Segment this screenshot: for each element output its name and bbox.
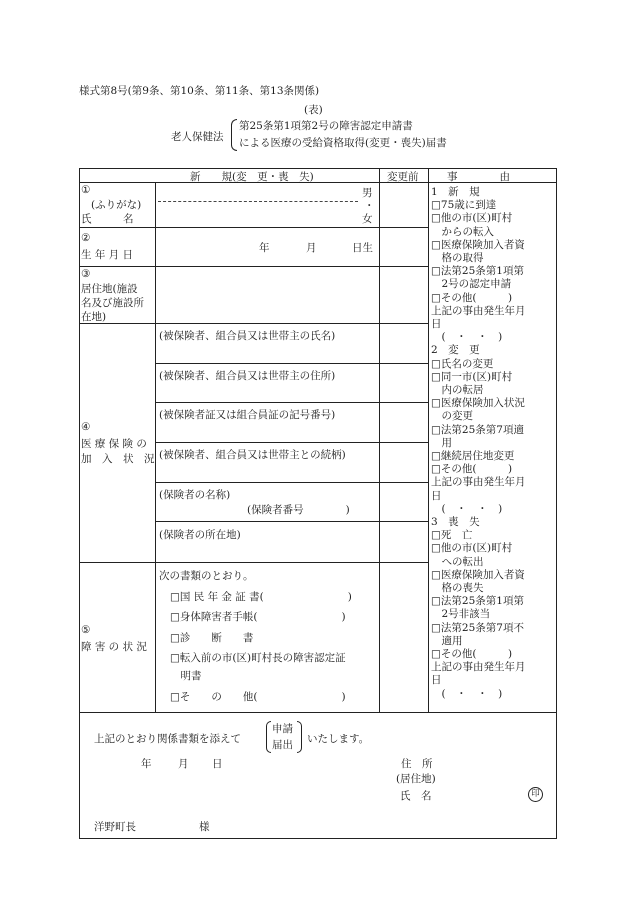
footer-rule [79, 712, 557, 713]
col-divider-before [379, 168, 380, 712]
col-divider-reason [428, 168, 429, 712]
date-month: 月 [178, 758, 189, 770]
option-notify: 届出 [272, 739, 293, 751]
reason-line: □その他( ) [431, 648, 513, 660]
reason-line: 格の喪失 [431, 582, 484, 594]
disability-number: ⑤ [81, 624, 91, 636]
reason-line: 内の転居 [431, 384, 484, 396]
row-rule [79, 323, 429, 324]
side-label: (表) [304, 104, 323, 116]
row-rule [79, 227, 429, 228]
applicant-address-label: 住 所 [401, 758, 433, 770]
address-number: ③ [81, 268, 91, 280]
birth-day: 日生 [352, 242, 373, 254]
reason-line: ( ・ ・ ) [431, 502, 503, 515]
form-number: 様式第8号(第9条、第10条、第11条、第13条関係) [79, 85, 320, 97]
header-before: 変更前 [387, 171, 419, 183]
sex-dot: ・ [364, 200, 375, 212]
disability-intro: 次の書類のとおり。 [159, 570, 254, 582]
header-new: 新 規(変 更・喪 失) [190, 171, 314, 183]
name-label: 氏 名 [81, 213, 134, 225]
addressee: 洋野町長 [94, 821, 136, 833]
insurance-line-2: 加 入 状 況 [81, 453, 155, 465]
statement-post: いたします。 [307, 733, 370, 745]
date-day: 日 [212, 758, 223, 770]
furigana-divider [158, 201, 358, 202]
disability-item: □診 断 書 [170, 632, 254, 644]
reason-line: 上記の事由発生年月 [431, 476, 526, 489]
birth-month: 月 [306, 242, 317, 254]
reason-line: 日 [431, 318, 442, 330]
header-reason: 事 由 [447, 171, 510, 183]
applicant-residence-label: (居住地) [396, 773, 436, 785]
reason-line: 2号非該当 [431, 608, 491, 621]
relationship-field: (被保険者、組合員又は世帯主との続柄) [159, 449, 346, 461]
reason-line: □氏名の変更 [431, 357, 494, 370]
reason-line: からの転入 [431, 225, 494, 238]
name-number: ① [81, 184, 91, 196]
law-name: 老人保健法 [171, 131, 224, 143]
birth-label: 生 年 月 日 [81, 249, 134, 261]
addressee-honorific: 様 [199, 821, 210, 833]
address-line-3: 在地) [81, 311, 107, 323]
reason-line: □法第25条第1項第 [431, 265, 524, 278]
insurance-line-1: 医 療 保 険 の [81, 438, 147, 450]
card-number-field: (被保険者証又は組合員証の記号番号) [159, 409, 336, 421]
insurer-number-field: (保険者番号 ) [247, 504, 350, 516]
title-brace [231, 119, 237, 151]
disability-item: □国 民 年 金 証 書( ) [170, 591, 352, 603]
reason-line: 日 [431, 489, 442, 502]
row-rule [79, 562, 429, 563]
disability-item: □そ の 他( ) [170, 691, 346, 703]
reason-line: □他の市(区)町村 [431, 542, 513, 555]
row-rule [155, 402, 429, 403]
option-brace-right [297, 721, 302, 753]
insured-address-field: (被保険者、組合員又は世帯主の住所) [159, 370, 336, 382]
insurer-name-field: (保険者の名称) [159, 489, 231, 501]
insurer-location-field: (保険者の所在地) [159, 529, 241, 541]
reason-line: □法第25条第7項適 [431, 423, 524, 436]
date-year: 年 [141, 758, 152, 770]
reason-line: 格の取得 [431, 252, 484, 264]
furigana-label: (ふりがな) [91, 199, 142, 211]
disability-item: 明書 [170, 670, 202, 682]
reason-line: □医療保険加入状況 [431, 397, 525, 410]
reason-line: 2号の認定申請 [431, 278, 512, 291]
reason-line: □医療保険加入者資 [431, 568, 525, 581]
reason-line: □医療保険加入者資 [431, 238, 525, 251]
reason-line: □継続居住地変更 [431, 450, 515, 462]
reason-line: □同一市(区)町村 [431, 370, 513, 383]
birth-number: ② [81, 232, 91, 244]
reason-line: □死 亡 [431, 529, 473, 542]
applicant-name-label: 氏 名 [400, 790, 432, 802]
reason-line: 適用 [431, 634, 463, 647]
disability-item: □身体障害者手帳( ) [170, 611, 346, 623]
reason-line: □他の市(区)町村 [431, 212, 513, 225]
row-rule [155, 482, 429, 483]
disability-label: 障 害 の 状 況 [81, 641, 147, 653]
disability-item: □転入前の市(区)町村長の障害認定証 [170, 652, 346, 664]
title-line-2: による医療の受給資格取得(変更・喪失)届書 [239, 137, 447, 149]
reason-line: □その他( ) [431, 463, 513, 476]
reason-line: □法第25条第1項第 [431, 595, 524, 608]
row-rule [155, 363, 429, 364]
option-brace-left [266, 721, 271, 753]
reason-line: ( ・ ・ ) [431, 687, 503, 700]
reason-line: ( ・ ・ ) [431, 331, 503, 344]
insured-name-field: (被保険者、組合員又は世帯主の氏名) [159, 330, 336, 342]
insurance-number: ④ [81, 421, 91, 433]
reason-line: 日 [431, 674, 442, 687]
row-rule [155, 442, 429, 443]
birth-year: 年 [259, 242, 270, 254]
address-line-2: 名及び施設所 [81, 297, 144, 309]
option-apply: 申請 [272, 723, 293, 735]
reason-line: 用 [431, 436, 452, 449]
reason-line: の変更 [431, 410, 473, 423]
reason-line: □その他( ) [431, 291, 513, 304]
sex-female: 女 [362, 213, 373, 225]
reason-line: 3 喪 失 [431, 516, 480, 528]
sex-male: 男 [362, 187, 373, 199]
row-rule [79, 266, 429, 267]
address-line-1: 居住地(施設 [81, 283, 138, 295]
reason-line: 上記の事由発生年月 [431, 304, 526, 317]
reason-line: 1 新 規 [431, 186, 480, 198]
row-rule [155, 521, 429, 522]
col-divider-label [155, 182, 156, 712]
reason-line: □75歳に到達 [431, 199, 497, 212]
reason-line: 上記の事由発生年月 [431, 661, 526, 674]
title-line-1: 第25条第1項第2号の障害認定申請書 [239, 120, 413, 132]
reason-line: □法第25条第7項不 [431, 621, 524, 634]
seal-mark: 印 [528, 787, 543, 802]
reason-line: 2 変 更 [431, 344, 480, 357]
reason-line: への転出 [431, 555, 484, 568]
statement-pre: 上記のとおり関係書類を添えて [94, 733, 241, 745]
